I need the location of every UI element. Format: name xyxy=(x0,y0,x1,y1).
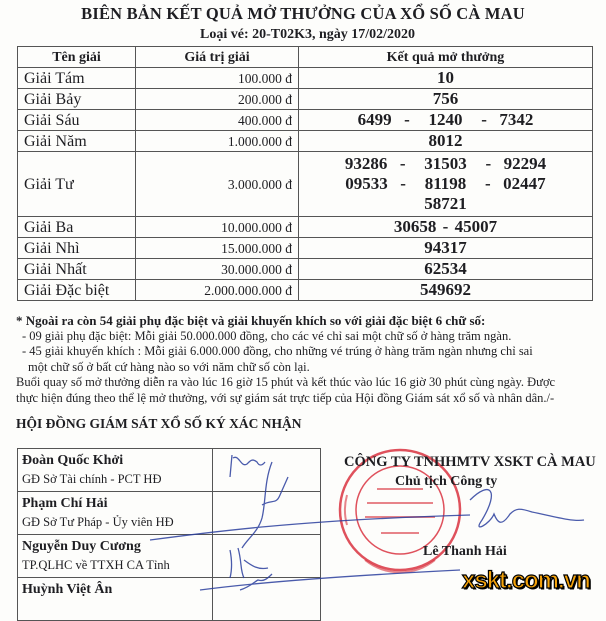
table-row xyxy=(18,110,593,131)
prize-name: Giải Sáu xyxy=(18,110,136,131)
table-row xyxy=(18,68,593,89)
results-table xyxy=(17,46,593,301)
document-title: BIÊN BẢN KẾT QUẢ MỞ THƯỞNG CỦA XỔ SỐ CÀ MAU xyxy=(81,4,525,23)
notes-heading: * Ngoài ra còn 54 giải phụ đặc biệt và giải khuyến khích so với giải đặc biệt 6 chữ số: xyxy=(16,313,486,328)
prize-results xyxy=(299,280,593,301)
prize-name: Giải Nhất xyxy=(18,259,136,280)
notes-item: - 09 giải phụ đặc biệt: Mỗi giải 50.000.000 đồng, cho các vé chỉ sai một chữ số ở hàng trăm ngàn. xyxy=(22,328,512,343)
council-member-row xyxy=(18,449,321,492)
header-results: Kết quả mở thưởng xyxy=(299,47,593,68)
result-number: 62534 xyxy=(424,259,467,278)
notes xyxy=(16,313,602,432)
prize-value: 10.000.000 đ xyxy=(136,217,299,238)
prize-results xyxy=(299,238,593,259)
signature-cell xyxy=(213,578,321,621)
table-row xyxy=(18,280,593,301)
signature-cell xyxy=(213,492,321,535)
notes-item: - 45 giải khuyến khích : Mỗi giải 6.000.000 đồng, cho những vé trúng ở hàng trăm ngàn nhưng chỉ sai xyxy=(22,344,533,358)
prize-value: 400.000 đ xyxy=(136,110,299,131)
council-member-row xyxy=(18,492,321,535)
result-number: 549692 xyxy=(420,280,471,299)
member-name: Nguyễn Duy Cương xyxy=(22,539,141,554)
table-row xyxy=(18,152,593,217)
header-prize-value: Giá trị giải xyxy=(136,47,299,68)
signature-cell xyxy=(213,535,321,578)
result-number: 58721 xyxy=(424,194,467,213)
header-prize-name: Tên giải xyxy=(18,47,136,68)
table-row xyxy=(18,238,593,259)
prize-results xyxy=(299,110,593,131)
member-name: Đoàn Quốc Khởi xyxy=(22,453,124,468)
result-number: 10 xyxy=(437,68,454,87)
notes-paragraph: Buổi quay số mở thưởng diễn ra vào lúc 16 giờ 15 phút và kết thúc vào lúc 16 giờ 30 phút cùng ngày. Được xyxy=(16,375,556,389)
result-number: 8012 xyxy=(428,131,463,150)
prize-results xyxy=(299,131,593,152)
member-role: GĐ Sở Tư Pháp - Ủy viên HĐ xyxy=(22,515,174,529)
table-row xyxy=(18,217,593,238)
prize-results xyxy=(299,259,593,280)
council-member-row xyxy=(18,578,321,621)
member-name: Phạm Chí Hải xyxy=(22,496,108,511)
result-number: 6499 - 1240 - 7342 xyxy=(357,110,534,129)
member-role: GĐ Sở Tài chính - PCT HĐ xyxy=(22,472,162,486)
watermark-logo: xskt.com.vn xyxy=(462,567,590,594)
result-number: 30658 - 45007 xyxy=(393,217,498,236)
prize-name: Giải Tư xyxy=(18,152,136,217)
result-number: 93286 - 31503 - 92294 xyxy=(344,154,547,173)
company-signer-name: Lê Thanh Hải xyxy=(423,544,507,559)
prize-name: Giải Nhì xyxy=(18,238,136,259)
prize-name: Giải Đặc biệt xyxy=(18,280,136,301)
company-name: CÔNG TY TNHHMTV XSKT CÀ MAU xyxy=(344,454,596,470)
result-number: 09533 - 81198 - 02447 xyxy=(345,174,546,193)
prize-value: 1.000.000 đ xyxy=(136,131,299,152)
notes-item: một chữ số ở bất cứ hàng nào so với năm chữ số còn lại. xyxy=(28,359,310,374)
prize-value: 30.000.000 đ xyxy=(136,259,299,280)
prize-value: 100.000 đ xyxy=(136,68,299,89)
prize-value: 2.000.000.000 đ xyxy=(136,280,299,301)
prize-value: 200.000 đ xyxy=(136,89,299,110)
council-member xyxy=(18,535,213,578)
member-name: Huỳnh Việt Ân xyxy=(22,582,113,597)
prize-value: 3.000.000 đ xyxy=(136,152,299,217)
table-row xyxy=(18,89,593,110)
result-number: 756 xyxy=(432,89,459,108)
member-role: TP.QLHC về TTXH CA Tỉnh xyxy=(22,558,170,572)
council-member xyxy=(18,449,213,492)
signature-cell xyxy=(213,449,321,492)
prize-name: Giải Năm xyxy=(18,131,136,152)
prize-results xyxy=(299,68,593,89)
prize-name: Giải Bảy xyxy=(18,89,136,110)
document-subtitle: Loại vé: 20-T02K3, ngày 17/02/2020 xyxy=(200,27,416,42)
table-row xyxy=(18,131,593,152)
prize-name: Giải Ba xyxy=(18,217,136,238)
council-member xyxy=(18,578,213,621)
prize-results xyxy=(299,217,593,238)
table-row xyxy=(18,259,593,280)
result-number: 94317 xyxy=(424,238,467,257)
notes-paragraph: thực hiện đúng theo thể lệ mở thưởng, với sự giám sát trực tiếp của Hội đồng Giám sát xổ số và nhân dân./- xyxy=(16,390,555,405)
council-member-row xyxy=(18,535,321,578)
council-heading: HỘI ĐỒNG GIÁM SÁT XỔ SỐ KÝ XÁC NHẬN xyxy=(16,416,302,431)
table-header-row xyxy=(18,47,593,68)
council-signature-table xyxy=(17,448,321,621)
prize-value: 15.000.000 đ xyxy=(136,238,299,259)
company-chairman-title: Chủ tịch Công ty xyxy=(395,474,498,489)
prize-results xyxy=(299,152,593,217)
council-member xyxy=(18,492,213,535)
prize-name: Giải Tám xyxy=(18,68,136,89)
prize-results xyxy=(299,89,593,110)
